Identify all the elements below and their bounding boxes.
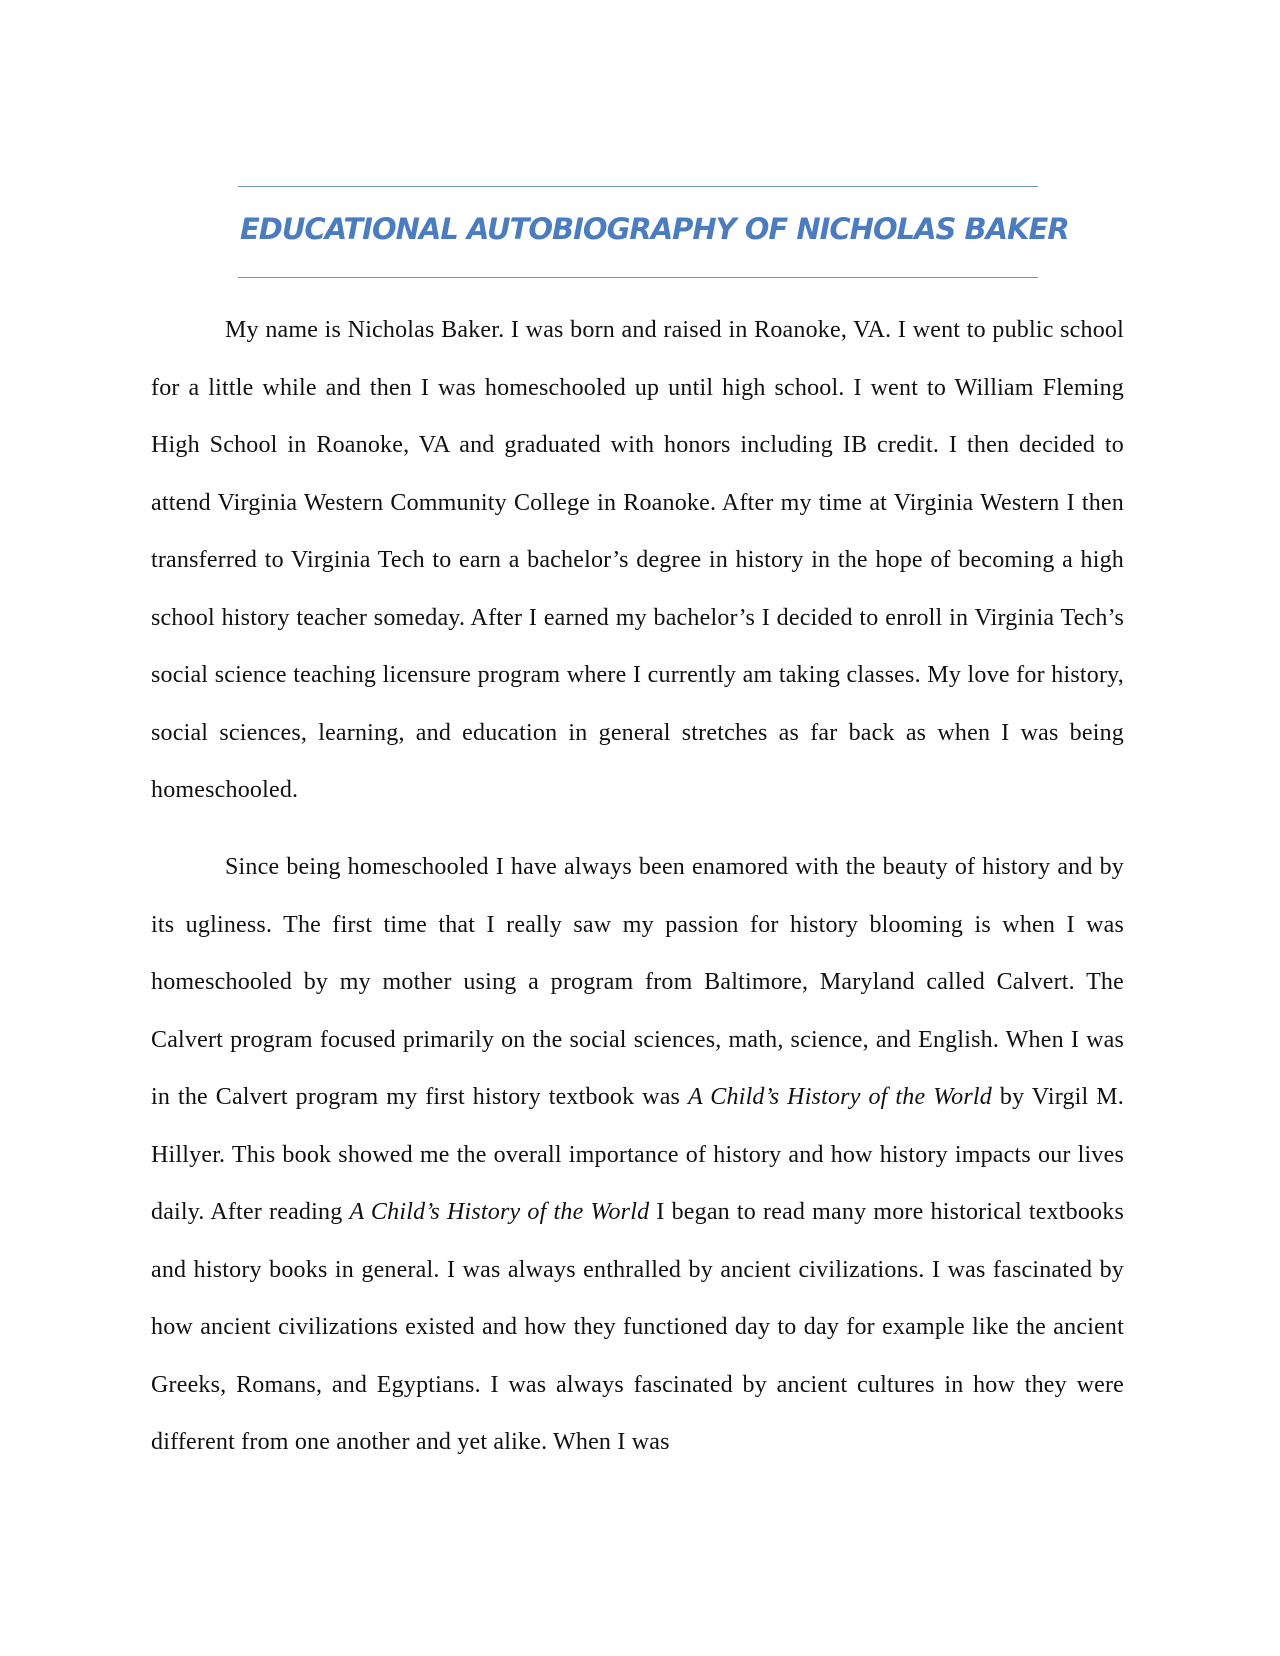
document-title: EDUCATIONAL AUTOBIOGRAPHY OF NICHOLAS BAKER	[240, 212, 1069, 246]
paragraph-2-text-2: by Virgil M. Hillyer. This book showed me the overall importance of history and how history impacts our lives daily. After reading	[151, 1084, 1125, 1225]
paragraph-2-text-1: Since being homeschooled I have always been enamored with the beauty of history and by its ugliness. The first time that I really saw my passion for history blooming is when I was homeschooled by my mother using a program from Baltimore, Maryland called Calvert. The Calvert program focused primarily on the social sciences, math, science, and English. When I was in the Calvert program my first history textbook was	[151, 854, 1124, 1110]
paragraph-2	[151, 839, 1124, 1472]
book-title-2: A Child’s History of the World	[349, 1199, 650, 1225]
title-top-rule	[238, 186, 1038, 187]
paragraph-1: My name is Nicholas Baker. I was born and raised in Roanoke, VA. I went to public school for a little while and then I was homeschooled up until high school. I went to William Fleming High School in Roanoke, VA and graduated with honors including IB credit. I then decided to attend Virginia Western Community College in Roanoke. After my time at Virginia Western I then transferred to Virginia Tech to earn a bachelor’s degree in history in the hope of becoming a high school history teacher someday. After I earned my bachelor’s I decided to enroll in Virginia Tech’s social science teaching licensure program where I currently am taking classes. My love for history, social sciences, learning, and education in general stretches as far back as when I was being homeschooled.	[151, 317, 1124, 803]
book-title-1: A Child’s History of the World	[687, 1084, 992, 1110]
title-block	[238, 186, 1069, 281]
paragraph-2-text-3: I began to read many more historical textbooks and history books in general. I was always enthralled by ancient civilizations. I was fascinated by how ancient civilizations existed and how they functioned day to day for example like the ancient Greeks, Romans, and Egyptians. I was always fascinated by ancient cultures in how they were different from one another and yet alike. When I was	[151, 1199, 1124, 1455]
title-bottom-rule	[238, 277, 1038, 278]
